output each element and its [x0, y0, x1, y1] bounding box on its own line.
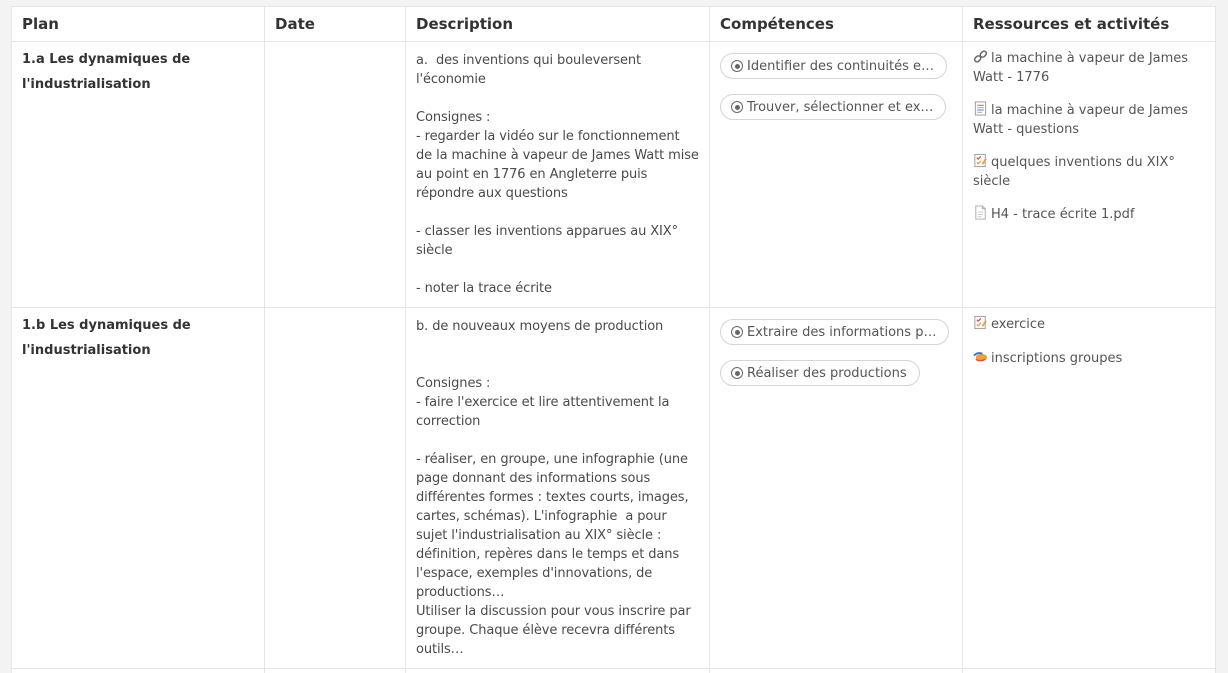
quiz-icon — [973, 315, 988, 330]
plan-cell — [12, 42, 265, 307]
resources-cell — [963, 308, 1215, 668]
file-icon — [973, 205, 988, 220]
resource-label: inscriptions groupes — [991, 350, 1123, 366]
plan-title: 1.a Les dynamiques de l'industrialisation — [22, 52, 191, 92]
resource-link[interactable] — [973, 349, 1205, 369]
plan-cell — [12, 669, 265, 673]
competence-chip[interactable] — [720, 94, 946, 120]
header-description: Description — [406, 7, 710, 41]
resource-label: la machine à vapeur de James Watt - questions — [973, 103, 1189, 137]
competence-label: Identifier des continuités e… — [747, 58, 934, 74]
link-icon — [973, 49, 988, 64]
date-cell — [265, 308, 406, 668]
resource-link[interactable] — [973, 101, 1205, 139]
competence-label: Trouver, sélectionner et ex… — [747, 99, 934, 115]
description-text: b. de nouveaux moyens de production Consignes : - faire l'exercice et lire attentivement la correction - réaliser, en groupe, une infographie (une page donnant des informations sous différentes formes : textes courts, images, cartes, schémas). L'infographie a pour sujet l'industrialisation au XIX° siècle : définition, repères dans le temps et dans l'espace, exemples d'innovations, de productions… Utiliser la discussion pour vous inscrire par groupe. Chaque élève recevra différents outils… — [416, 319, 691, 657]
group-choice-icon — [973, 349, 988, 364]
table-row — [12, 669, 1215, 673]
header-plan: Plan — [12, 7, 265, 41]
date-cell — [265, 42, 406, 307]
competence-label: Extraire des informations p… — [747, 324, 937, 340]
resource-link[interactable] — [973, 49, 1205, 87]
resource-link[interactable] — [973, 315, 1205, 335]
resource-label: exercice — [991, 317, 1046, 332]
resource-link[interactable] — [973, 205, 1205, 225]
target-icon — [731, 101, 743, 113]
resources-cell — [963, 42, 1215, 307]
competences-cell — [710, 308, 963, 668]
date-cell — [265, 669, 406, 673]
competence-chip[interactable] — [720, 319, 949, 345]
header-date: Date — [265, 7, 406, 41]
document-icon — [973, 101, 988, 116]
course-plan-table — [11, 6, 1216, 673]
plan-cell — [12, 308, 265, 668]
competences-cell — [710, 669, 963, 673]
table-header — [12, 7, 1215, 42]
competence-chip[interactable] — [720, 53, 947, 79]
header-competences: Compétences — [710, 7, 963, 41]
target-icon — [731, 60, 743, 72]
description-text: a. des inventions qui bouleversent l'économie Consignes : - regarder la vidéo sur le fonctionnement de la machine à vapeur de James Watt mise au point en 1776 en Angleterre puis répondre aux questions - classer les inventions apparues au XIX° siècle - noter la trace écrite — [416, 53, 699, 296]
table-row — [12, 308, 1215, 669]
competence-chip[interactable] — [720, 360, 920, 386]
header-resources: Ressources et activités — [973, 15, 1170, 33]
competences-cell — [710, 42, 963, 307]
resource-link[interactable] — [973, 153, 1205, 191]
resources-cell — [963, 669, 1215, 673]
quiz-icon — [973, 153, 988, 168]
description-cell — [406, 308, 710, 668]
target-icon — [731, 326, 743, 338]
competence-label: Réaliser des productions — [747, 365, 907, 381]
plan-title: 1.b Les dynamiques de l'industrialisation — [22, 318, 191, 358]
description-cell — [406, 42, 710, 307]
description-cell — [406, 669, 710, 673]
resource-label: quelques inventions du XIX° siècle — [973, 155, 1175, 189]
resource-label: la machine à vapeur de James Watt - 1776 — [973, 51, 1189, 85]
target-icon — [731, 367, 743, 379]
resource-label: H4 - trace écrite 1.pdf — [991, 207, 1135, 222]
table-row — [12, 42, 1215, 308]
